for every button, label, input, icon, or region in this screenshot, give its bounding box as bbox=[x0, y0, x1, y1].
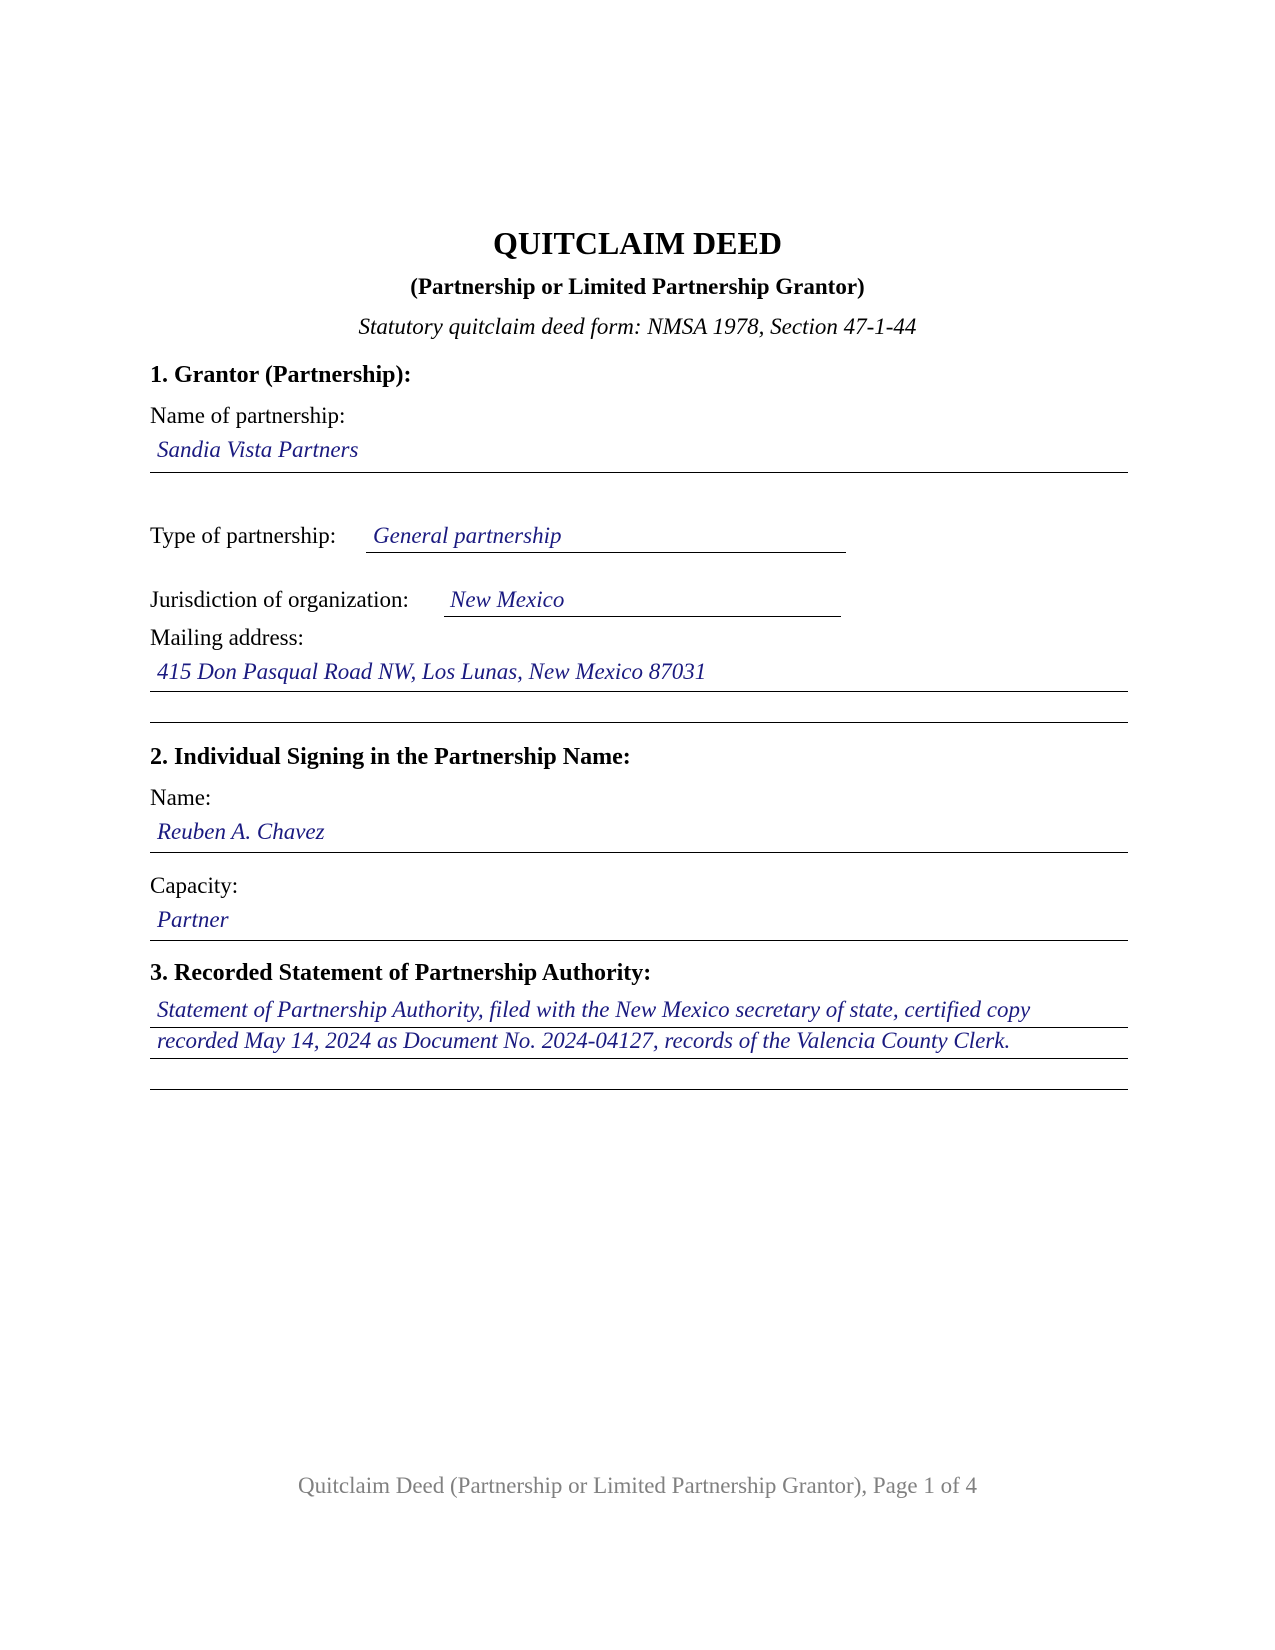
partnership-name-label: Name of partnership: bbox=[150, 403, 346, 428]
signer-name-label: Name: bbox=[150, 785, 212, 810]
mailing-address-label: Mailing address: bbox=[150, 625, 304, 650]
mailing-address-field[interactable]: 415 Don Pasqual Road NW, Los Lunas, New Mexico 87031 bbox=[157, 659, 707, 684]
jurisdiction-field[interactable]: New Mexico bbox=[450, 587, 565, 612]
capacity-label: Capacity: bbox=[150, 873, 239, 898]
signer-name-field[interactable]: Reuben A. Chavez bbox=[157, 819, 325, 844]
mailing-address-underline-2 bbox=[150, 722, 1128, 723]
statute-reference: Statutory quitclaim deed form: NMSA 1978, Section 47-1-44 bbox=[358, 314, 917, 339]
partnership-type-underline bbox=[366, 552, 846, 553]
mailing-address-underline bbox=[150, 691, 1128, 692]
capacity-field[interactable]: Partner bbox=[157, 907, 229, 932]
section-3-heading: 3. Recorded Statement of Partnership Authority: bbox=[150, 960, 652, 986]
authority-statement-line-2[interactable]: recorded May 14, 2024 as Document No. 2024-04127, records of the Valencia County Clerk. bbox=[157, 1028, 1011, 1053]
authority-statement-line-1[interactable]: Statement of Partnership Authority, filed with the New Mexico secretary of state, certified copy bbox=[157, 997, 1031, 1022]
capacity-underline bbox=[150, 940, 1128, 941]
document-subtitle: (Partnership or Limited Partnership Grantor) bbox=[410, 274, 865, 299]
partnership-type-label: Type of partnership: bbox=[150, 523, 337, 548]
section-1-heading: 1. Grantor (Partnership): bbox=[150, 362, 412, 388]
authority-statement-underline-3 bbox=[150, 1089, 1128, 1090]
partnership-type-field[interactable]: General partnership bbox=[373, 523, 562, 548]
authority-statement-underline-2 bbox=[150, 1058, 1128, 1059]
page-footer: Quitclaim Deed (Partnership or Limited Partnership Grantor), Page 1 of 4 bbox=[298, 1473, 977, 1498]
section-2-heading: 2. Individual Signing in the Partnership Name: bbox=[150, 744, 631, 770]
jurisdiction-label: Jurisdiction of organization: bbox=[150, 587, 409, 612]
partnership-name-field[interactable]: Sandia Vista Partners bbox=[157, 437, 359, 462]
jurisdiction-underline bbox=[444, 616, 841, 617]
document-title: QUITCLAIM DEED bbox=[493, 225, 782, 261]
partnership-name-underline bbox=[150, 472, 1128, 473]
signer-name-underline bbox=[150, 852, 1128, 853]
